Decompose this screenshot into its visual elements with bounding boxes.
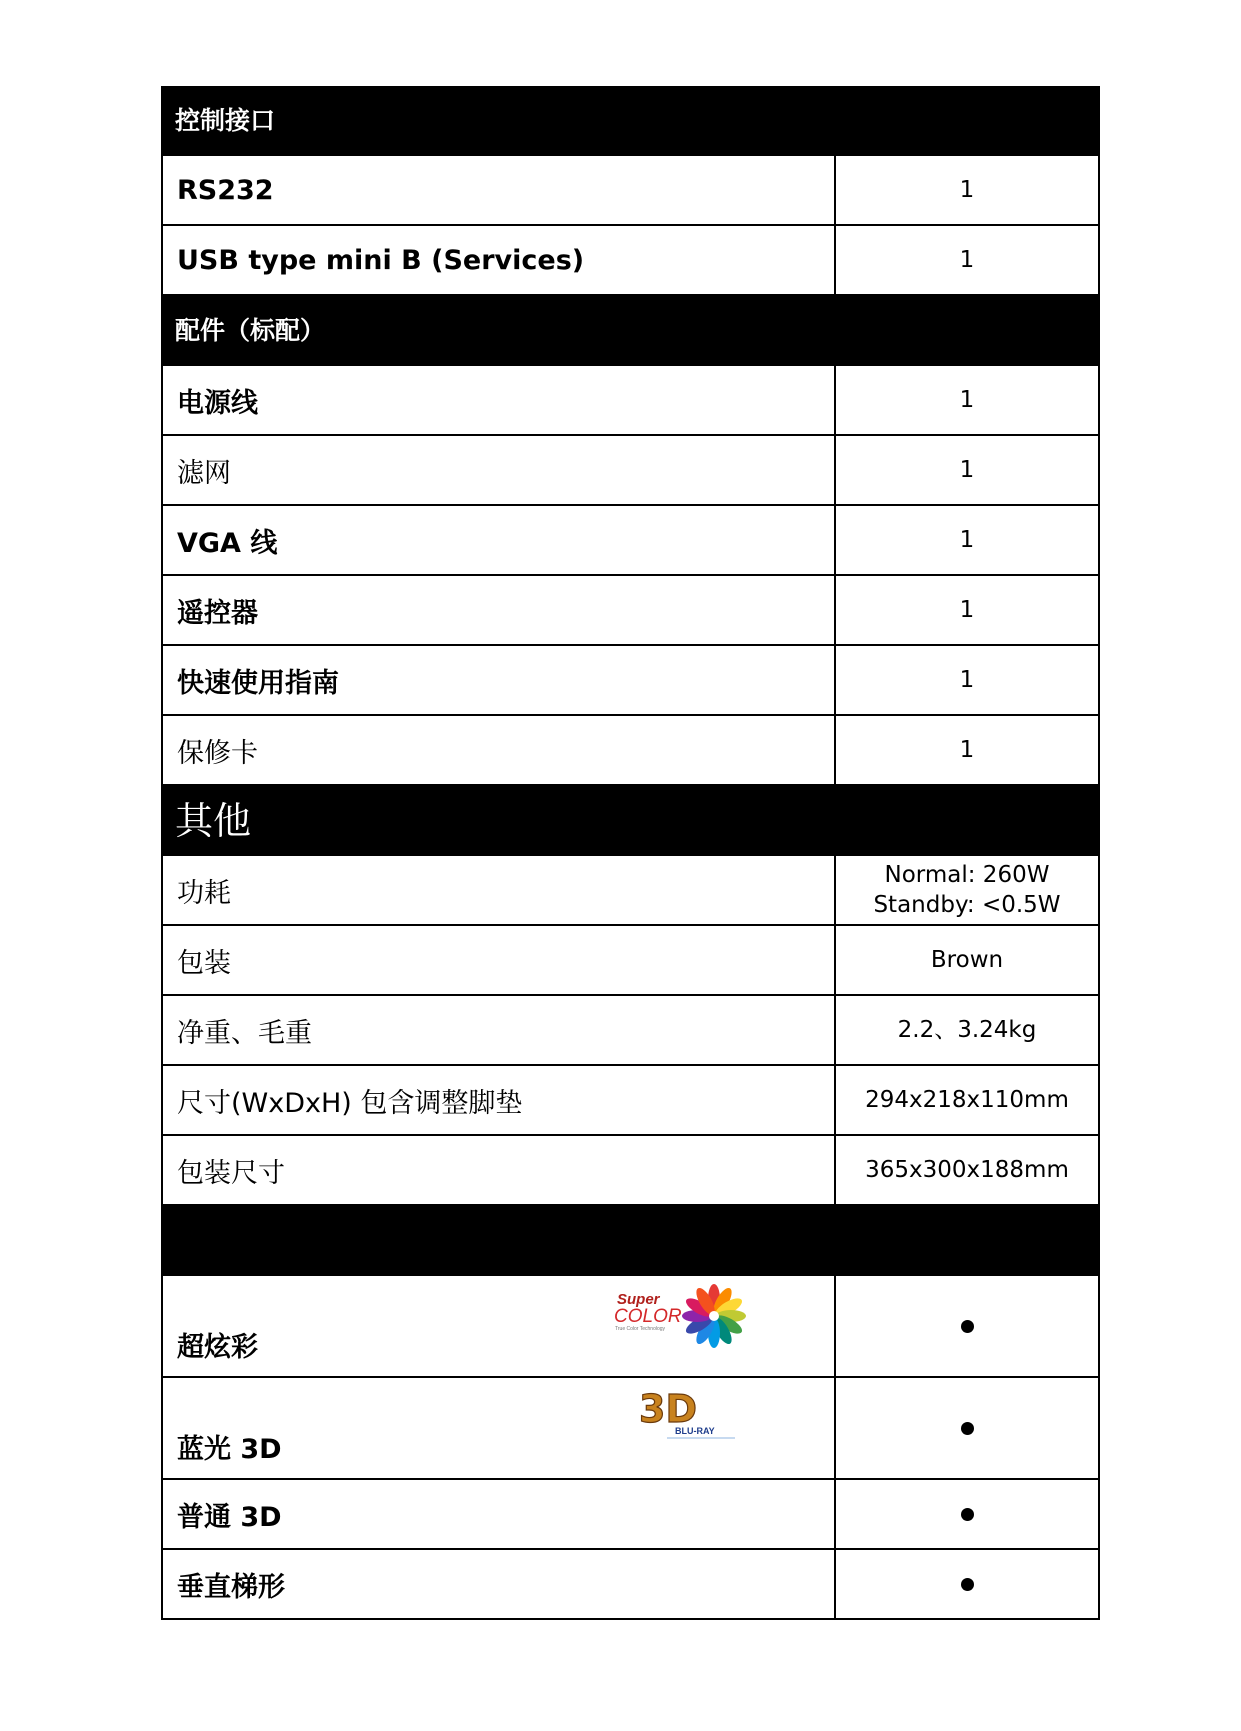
section-header-control bbox=[161, 86, 1100, 156]
row-label: 包装尺寸 bbox=[161, 1136, 834, 1206]
color-flower-icon bbox=[682, 1284, 746, 1348]
row-label: 滤网 bbox=[161, 436, 834, 506]
row-value: Brown bbox=[834, 926, 1100, 996]
section-title: 控制接口 bbox=[175, 106, 276, 135]
section-title: 其他 bbox=[175, 799, 252, 843]
table-row bbox=[161, 1550, 1100, 1620]
row-value: 1 bbox=[834, 506, 1100, 576]
row-label: 快速使用指南 bbox=[161, 646, 834, 716]
3d-bluray-logo bbox=[637, 1384, 747, 1442]
table-row bbox=[161, 506, 1100, 576]
row-value: 1 bbox=[834, 716, 1100, 786]
table-row bbox=[161, 1480, 1100, 1550]
row-value bbox=[834, 856, 1100, 926]
svg-text:COLOR: COLOR bbox=[614, 1306, 682, 1327]
table-row bbox=[161, 1066, 1100, 1136]
row-label: 尺寸(WxDxH) 包含调整脚垫 bbox=[161, 1066, 834, 1136]
spec-table bbox=[161, 86, 1100, 1620]
value-line: Standby: <0.5W bbox=[873, 892, 1061, 918]
row-label: RS232 bbox=[161, 156, 834, 226]
row-value bbox=[834, 1276, 1100, 1378]
section-header-blank bbox=[161, 1206, 1100, 1276]
row-label: 蓝光 3D bbox=[161, 1378, 834, 1480]
row-value: 1 bbox=[834, 156, 1100, 226]
row-value: 294x218x110mm bbox=[834, 1066, 1100, 1136]
section-title: 配件（标配） bbox=[175, 316, 326, 345]
table-row bbox=[161, 156, 1100, 226]
row-value: 2.2、3.24kg bbox=[834, 996, 1100, 1066]
section-header-accessories bbox=[161, 296, 1100, 366]
bullet-icon bbox=[961, 1320, 974, 1333]
row-label: 保修卡 bbox=[161, 716, 834, 786]
svg-text:BLU-RAY: BLU-RAY bbox=[675, 1426, 715, 1436]
row-value: 1 bbox=[834, 226, 1100, 296]
row-label: 净重、毛重 bbox=[161, 996, 834, 1066]
svg-text:True Color Technology: True Color Technology bbox=[615, 1326, 666, 1332]
table-row bbox=[161, 996, 1100, 1066]
table-row bbox=[161, 436, 1100, 506]
value-line: Normal: 260W bbox=[884, 862, 1050, 888]
section-header-other bbox=[161, 786, 1100, 856]
row-value: 1 bbox=[834, 366, 1100, 436]
table-row bbox=[161, 856, 1100, 926]
table-row bbox=[161, 366, 1100, 436]
svg-text:3D: 3D bbox=[639, 1387, 697, 1431]
row-value: 1 bbox=[834, 646, 1100, 716]
row-label: 电源线 bbox=[161, 366, 834, 436]
row-value bbox=[834, 1550, 1100, 1620]
row-label: 功耗 bbox=[161, 856, 834, 926]
table-row bbox=[161, 716, 1100, 786]
row-label: 垂直梯形 bbox=[161, 1550, 834, 1620]
row-label: 超炫彩 bbox=[161, 1276, 834, 1378]
table-row bbox=[161, 646, 1100, 716]
row-label: 普通 3D bbox=[161, 1480, 834, 1550]
table-row bbox=[161, 926, 1100, 996]
table-row bbox=[161, 576, 1100, 646]
row-label: USB type mini B (Services) bbox=[161, 226, 834, 296]
bullet-icon bbox=[961, 1508, 974, 1521]
row-value bbox=[834, 1480, 1100, 1550]
row-value: 365x300x188mm bbox=[834, 1136, 1100, 1206]
row-value: 1 bbox=[834, 576, 1100, 646]
row-value: 1 bbox=[834, 436, 1100, 506]
table-row bbox=[161, 226, 1100, 296]
table-row bbox=[161, 1136, 1100, 1206]
super-color-logo bbox=[614, 1282, 748, 1350]
table-row bbox=[161, 1276, 1100, 1378]
row-label: 包装 bbox=[161, 926, 834, 996]
table-row bbox=[161, 1378, 1100, 1480]
row-label: 遥控器 bbox=[161, 576, 834, 646]
row-label: VGA 线 bbox=[161, 506, 834, 576]
bullet-icon bbox=[961, 1422, 974, 1435]
svg-text:Super: Super bbox=[617, 1291, 660, 1308]
row-value bbox=[834, 1378, 1100, 1480]
bullet-icon bbox=[961, 1578, 974, 1591]
